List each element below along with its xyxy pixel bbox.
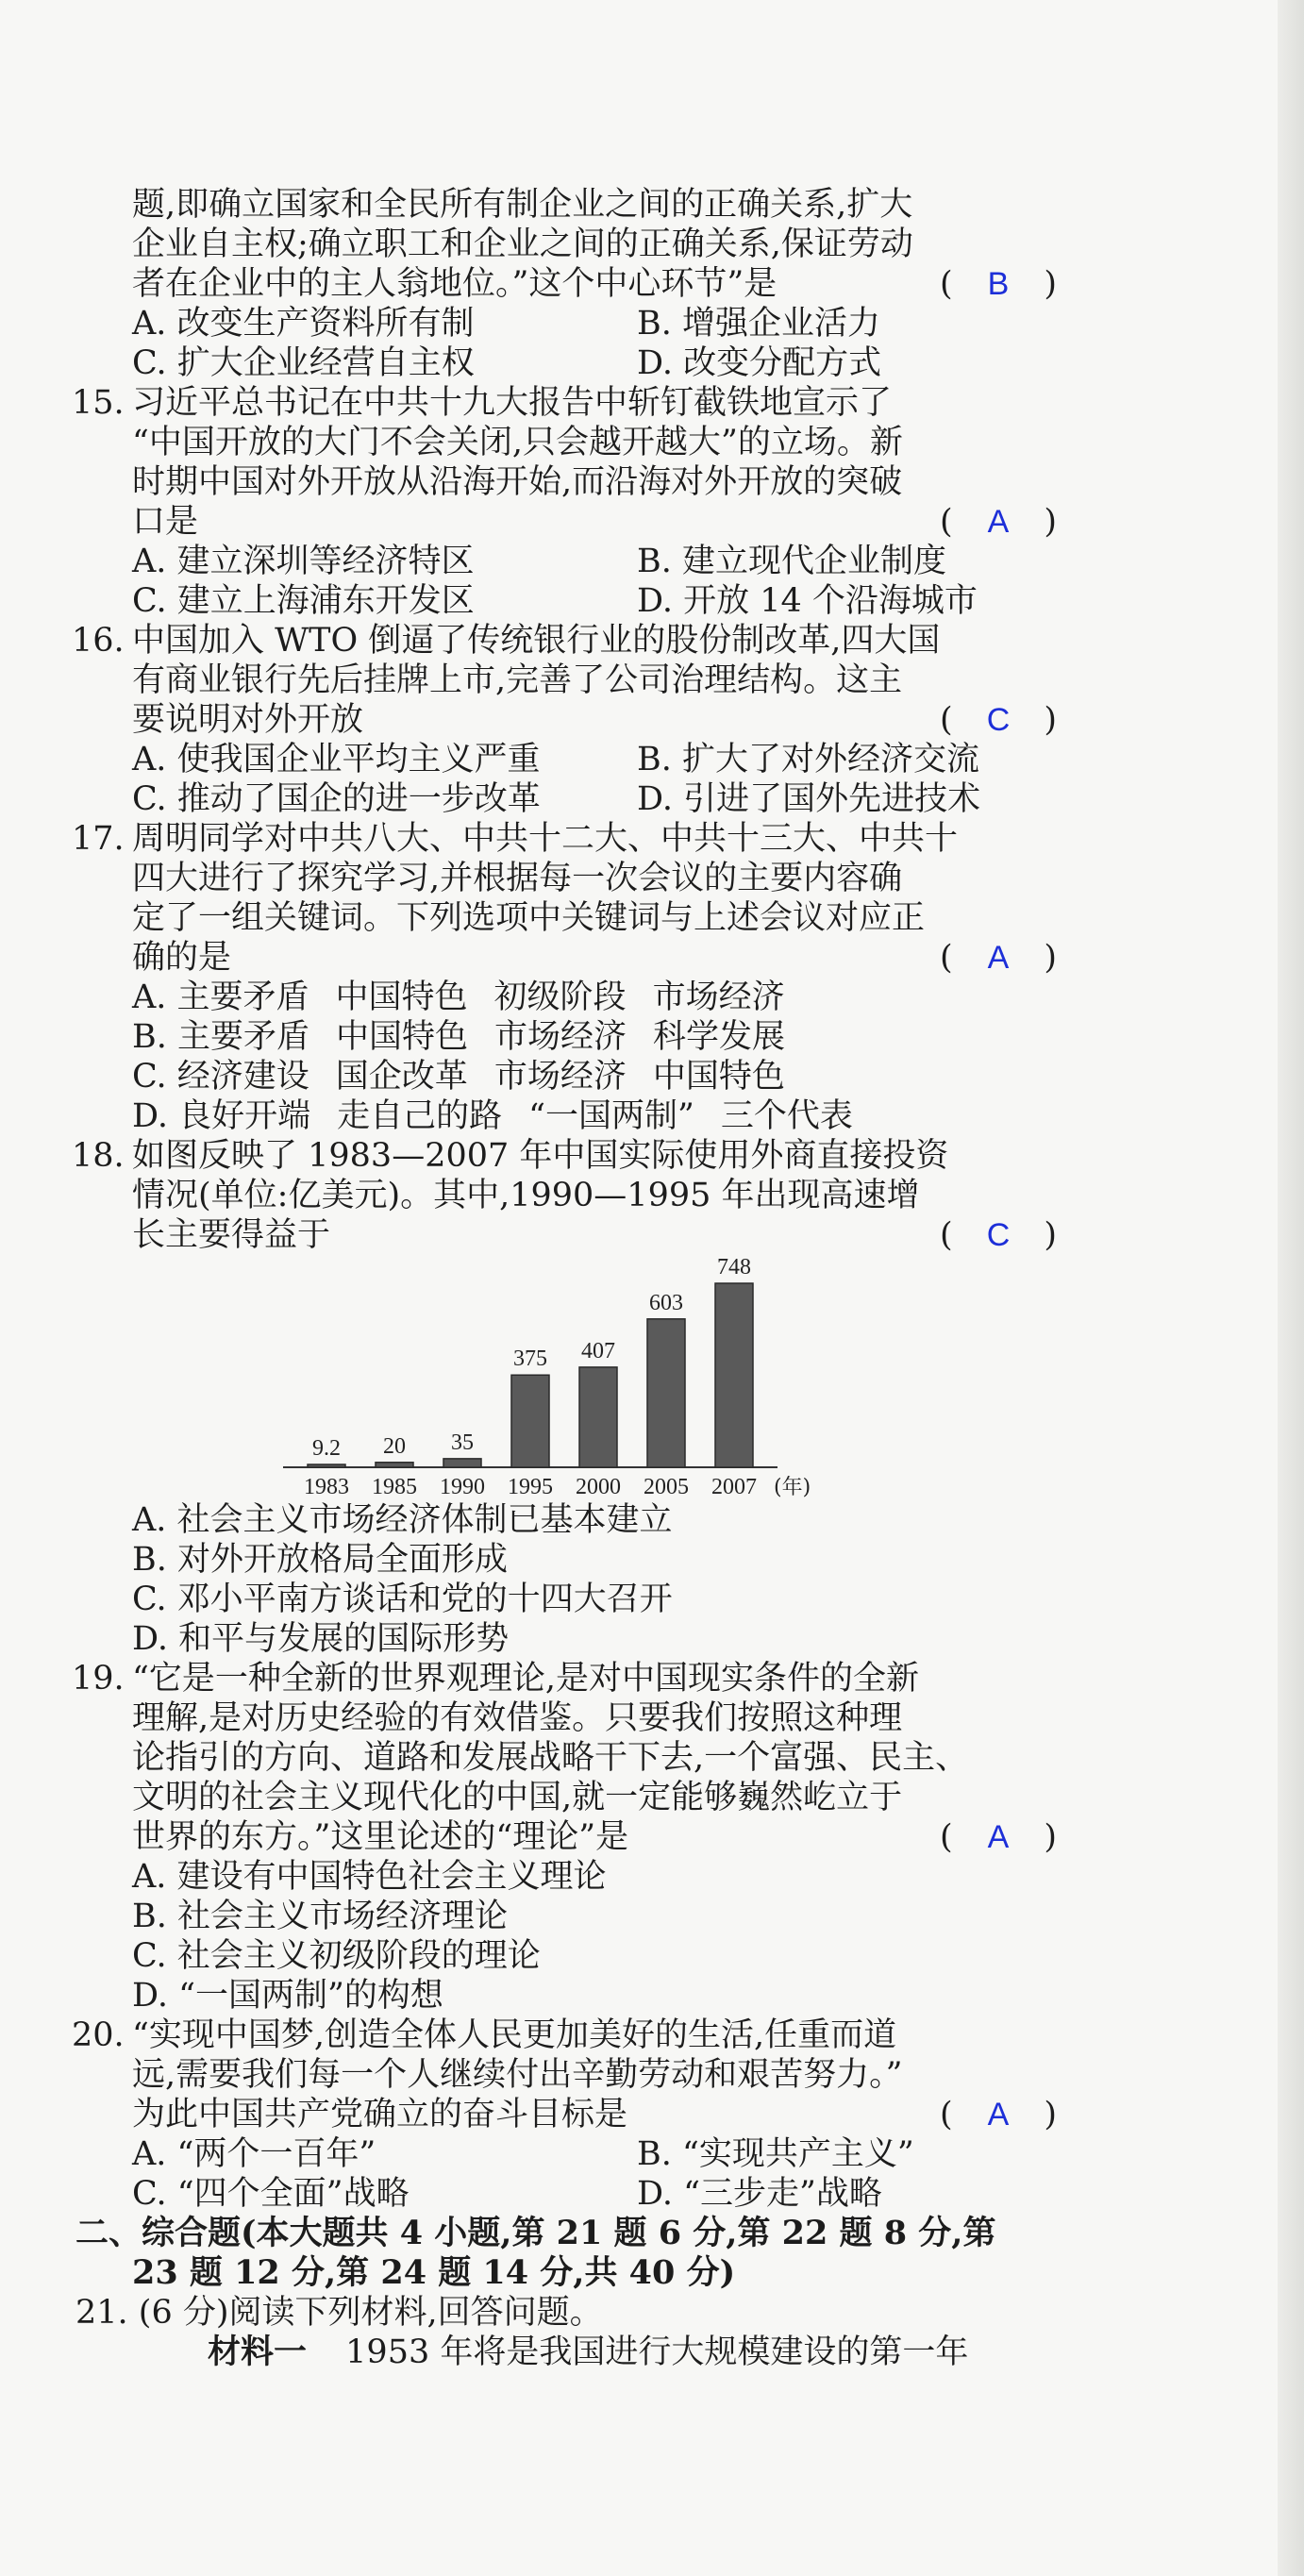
q19-line-5: 世界的东方。”这里论述的“理论”是 ( A ) <box>132 1818 1057 1856</box>
value-label-1983: 9.2 <box>312 1436 341 1461</box>
bar-1983 <box>308 1464 345 1467</box>
question-content <box>72 185 1057 2372</box>
q19-option-a[interactable]: A. 建设有中国特色社会主义理论 <box>132 1858 607 1896</box>
q15-option-b[interactable]: B. 建立现代企业制度 <box>637 543 946 580</box>
q17-option-d[interactable]: D. 良好开端 走自己的路 “一国两制” 三个代表 <box>132 1097 853 1135</box>
q15-line-4: 口是 ( A ) <box>132 503 1057 541</box>
q19-line-3: 论指引的方向、道路和发展战略干下去,一个富强、民主、 <box>132 1739 969 1777</box>
q16-options-row-2 <box>75 779 1057 819</box>
q15-options-row-1 <box>75 542 1057 581</box>
q15-options-row-2 <box>75 581 1057 621</box>
q20-answer: A <box>987 2097 1010 2133</box>
q17-number: 17. <box>72 820 125 858</box>
q14-options-row-1 <box>75 304 1057 343</box>
q17-option-b[interactable]: B. 主要矛盾 中国特色 市场经济 科学发展 <box>132 1018 786 1056</box>
q14-answer-bracket: ( B ) <box>940 265 1057 303</box>
q14-line-2: 企业自主权;确立职工和企业之间的正确关系,保证劳动 <box>132 226 913 263</box>
q15-number: 15. <box>72 384 125 422</box>
section2-heading-line-2: 23 题 12 分,第 24 题 14 分,共 40 分) <box>132 2253 736 2292</box>
q20-line-2: 远,需要我们每一个人继续付出辛勤劳动和艰苦努力。” <box>132 2056 903 2094</box>
q20-answer-bracket: ( A ) <box>940 2096 1057 2133</box>
q16-option-c[interactable]: C. 推动了国企的进一步改革 <box>132 780 541 818</box>
q16-number: 16. <box>72 622 125 660</box>
tick-label-2000: 2000 <box>576 1475 621 1499</box>
section2-heading-line-1: 二、综合题(本大题共 4 小题,第 21 题 6 分,第 22 题 8 分,第 <box>75 2214 996 2252</box>
q18-option-b[interactable]: B. 对外开放格局全面形成 <box>132 1541 508 1579</box>
material-text: 1953 年将是我国进行大规模建设的第一年 <box>345 2333 969 2371</box>
q15-option-d[interactable]: D. 开放 14 个沿海城市 <box>637 582 978 620</box>
bar-1985 <box>376 1463 413 1467</box>
q17-line-2: 四大进行了探究学习,并根据每一次会议的主要内容确 <box>132 860 903 897</box>
q20-line-1: 20. “实现中国梦,创造全体人民更加美好的生活,任重而道 <box>72 2016 897 2054</box>
tick-label-1983: 1983 <box>304 1475 349 1499</box>
q18-line-3: 长主要得益于 ( C ) <box>132 1216 1057 1254</box>
q19-option-c[interactable]: C. 社会主义初级阶段的理论 <box>132 1937 541 1975</box>
q16-answer: C <box>986 702 1011 738</box>
q14-option-d[interactable]: D. 改变分配方式 <box>637 344 882 382</box>
q19-line-1: 19. “它是一种全新的世界观理论,是对中国现实条件的全新 <box>72 1660 920 1698</box>
q14-line-1: 题,即确立国家和全民所有制企业之间的正确关系,扩大 <box>132 186 913 224</box>
q19-answer-bracket: ( A ) <box>940 1818 1057 1856</box>
q15-option-a[interactable]: A. 建立深圳等经济特区 <box>132 543 475 580</box>
q17-option-a[interactable]: A. 主要矛盾 中国特色 初级阶段 市场经济 <box>132 979 785 1016</box>
tick-label-1995: 1995 <box>508 1475 553 1499</box>
tick-label-1985: 1985 <box>372 1475 417 1499</box>
q14-line-3: 者在企业中的主人翁地位。”这个中心环节”是 ( B ) <box>132 265 1057 303</box>
fdi-bar-chart <box>75 1255 1057 1500</box>
bar-1990 <box>443 1459 481 1467</box>
q14-options-row-2 <box>75 343 1057 383</box>
q16-line-3: 要说明对外开放 ( C ) <box>132 701 1057 739</box>
q21-line: 21. (6 分)阅读下列材料,回答问题。 <box>75 2294 603 2332</box>
q17-option-c[interactable]: C. 经济建设 国企改革 市场经济 中国特色 <box>132 1058 785 1096</box>
q17-answer-bracket: ( A ) <box>940 939 1057 977</box>
q17-answer: A <box>987 940 1010 976</box>
tick-label-1990: 1990 <box>440 1475 485 1499</box>
q18-option-a[interactable]: A. 社会主义市场经济体制已基本建立 <box>132 1501 673 1539</box>
q18-option-c[interactable]: C. 邓小平南方谈话和党的十四大召开 <box>132 1581 673 1618</box>
value-label-2005: 603 <box>649 1290 683 1315</box>
q15-answer: A <box>987 504 1010 540</box>
q19-number: 19. <box>72 1660 125 1698</box>
value-label-1995: 375 <box>513 1347 547 1372</box>
tick-label-2005: 2005 <box>644 1475 689 1499</box>
q17-line-4: 确的是 ( A ) <box>132 939 1057 977</box>
q20-option-d[interactable]: D. “三步走”战略 <box>637 2175 882 2213</box>
q18-number: 18. <box>72 1137 125 1175</box>
q16-option-b[interactable]: B. 扩大了对外经济交流 <box>637 741 979 778</box>
q15-line-2: “中国开放的大门不会关闭,只会越开越大”的立场。新 <box>132 424 903 461</box>
x-unit-label: (年) <box>774 1476 811 1499</box>
q15-line-1: 15. 习近平总书记在中共十九大报告中斩钉截铁地宣示了 <box>72 384 893 422</box>
q18-line-1: 18. 如图反映了 1983—2007 年中国实际使用外商直接投资 <box>72 1137 949 1175</box>
page-edge-shadow <box>1278 0 1304 2576</box>
q20-option-c[interactable]: C. “四个全面”战略 <box>132 2175 410 2213</box>
q15-option-c[interactable]: C. 建立上海浦东开发区 <box>132 582 475 620</box>
q18-line-2: 情况(单位:亿美元)。其中,1990—1995 年出现高速增 <box>132 1177 920 1214</box>
q17-line-1: 17. 周明同学对中共八大、中共十二大、中共十三大、中共十 <box>72 820 959 858</box>
q16-option-a[interactable]: A. 使我国企业平均主义严重 <box>132 741 541 778</box>
q20-line-3: 为此中国共产党确立的奋斗目标是 ( A ) <box>132 2096 1057 2133</box>
q20-options-row-1 <box>75 2134 1057 2174</box>
bar-2000 <box>579 1367 617 1467</box>
fdi-chart-svg <box>274 1255 953 1500</box>
q15-answer-bracket: ( A ) <box>940 503 1057 541</box>
q16-option-d[interactable]: D. 引进了国外先进技术 <box>637 780 981 818</box>
q18-answer: C <box>986 1217 1011 1253</box>
value-label-1990: 35 <box>451 1430 474 1455</box>
bar-2005 <box>647 1319 685 1467</box>
q20-option-b[interactable]: B. “实现共产主义” <box>637 2135 914 2173</box>
q14-answer: B <box>987 266 1010 302</box>
tick-label-2007: 2007 <box>711 1475 757 1499</box>
q14-option-a[interactable]: A. 改变生产资料所有制 <box>132 305 475 343</box>
q16-answer-bracket: ( C ) <box>940 701 1057 739</box>
q19-option-d[interactable]: D. “一国两制”的构想 <box>132 1977 443 2015</box>
q16-line-2: 有商业银行先后挂牌上市,完善了公司治理结构。这主 <box>132 661 903 699</box>
q19-line-4: 文明的社会主义现代化的中国,就一定能够巍然屹立于 <box>132 1779 903 1816</box>
bar-2007 <box>715 1283 753 1467</box>
q21-material-1 <box>75 2333 1057 2372</box>
value-label-2007: 748 <box>717 1255 751 1280</box>
material-label: 材料一 <box>208 2333 308 2371</box>
q17-line-3: 定了一组关键词。下列选项中关键词与上述会议对应正 <box>132 899 926 937</box>
value-label-2000: 407 <box>581 1338 615 1363</box>
q18-answer-bracket: ( C ) <box>940 1216 1057 1254</box>
q16-options-row-1 <box>75 740 1057 779</box>
value-label-1985: 20 <box>383 1433 406 1459</box>
q20-option-a[interactable]: A. “两个一百年” <box>132 2135 376 2173</box>
q19-answer: A <box>987 1819 1010 1855</box>
q15-line-3: 时期中国对外开放从沿海开始,而沿海对外开放的突破 <box>132 463 903 501</box>
q18-option-d[interactable]: D. 和平与发展的国际形势 <box>132 1620 510 1658</box>
q19-option-b[interactable]: B. 社会主义市场经济理论 <box>132 1898 508 1935</box>
q14-option-c[interactable]: C. 扩大企业经营自主权 <box>132 344 475 382</box>
q14-option-b[interactable]: B. 增强企业活力 <box>637 305 880 343</box>
q20-number: 20. <box>72 2016 125 2054</box>
bar-1995 <box>511 1375 549 1467</box>
q20-options-row-2 <box>75 2174 1057 2214</box>
q16-line-1: 16. 中国加入 WTO 倒逼了传统银行业的股份制改革,四大国 <box>72 622 941 660</box>
q19-line-2: 理解,是对历史经验的有效借鉴。只要我们按照这种理 <box>132 1699 903 1737</box>
